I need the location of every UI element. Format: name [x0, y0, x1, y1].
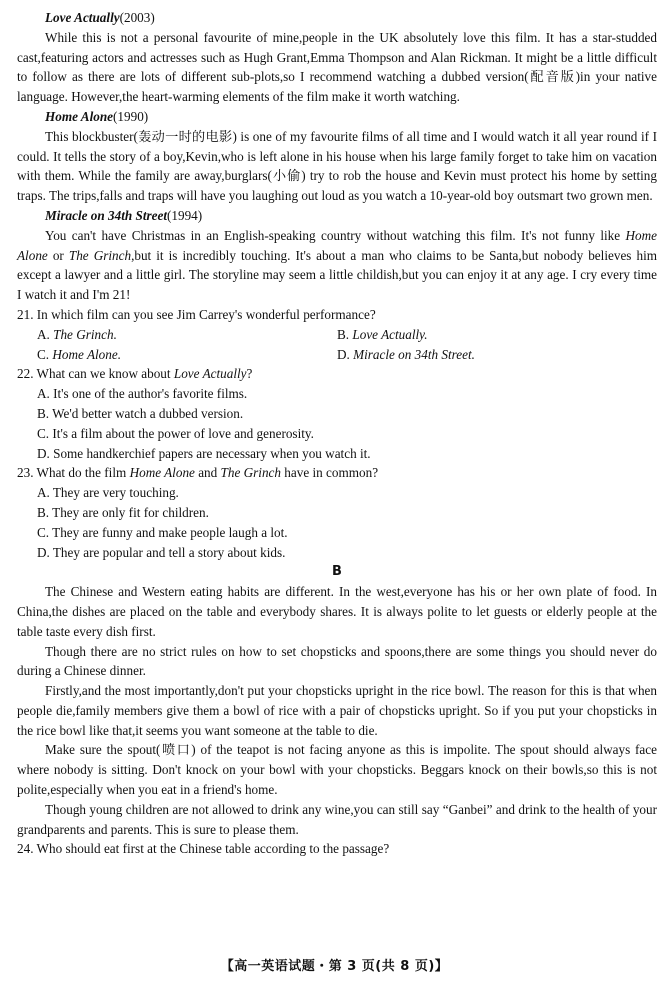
section-b-paragraph-3: Firstly,and the most importantly,don't put your chopsticks upright in the rice bowl. The reason for this is that when people die,family members give them a bowl of rice with a pair of chopsticks upright. So if you put your chopsticks in the rice bowl like that,it seems you want someone at the table to die. [17, 683, 657, 738]
option-23-d[interactable]: D. They are popular and tell a story about kids. [37, 544, 286, 560]
question-21-options [17, 325, 657, 365]
question-21: 21. In which film can you see Jim Carrey's wonderful performance? [17, 306, 376, 322]
section-b-paragraph-1: The Chinese and Western eating habits are different. In the west,everyone has his or her own plate of food. In China,the dishes are placed on the table and everybody shares. It is always polite to let guests or elderly people at the table taste every dish first. [17, 584, 657, 639]
film-title-home-alone: Home Alone(1990) [45, 108, 149, 124]
option-21-d[interactable]: D. Miracle on 34th Street. [337, 346, 475, 362]
option-21-a[interactable]: A. The Grinch. [37, 326, 117, 342]
film-review-love-actually: While this is not a personal favourite of mine,people in the UK absolutely love this film. It has a star-studded cast,featuring actors and actresses such as Hugh Grant,Emma Thompson and Alan Rickman. It might be a little difficult to follow as there are lots of different sub-plots,so I recommend watching a dubbed version(配音版)in your native language. However,the heart-warming elements of the film make it worth watching. [17, 29, 657, 105]
option-22-c[interactable]: C. It's a film about the power of love and generosity. [37, 425, 314, 441]
section-b-paragraph-2: Though there are no strict rules on how to set chopsticks and spoons,there are some things you should never do during a Chinese dinner. [17, 643, 657, 679]
option-22-a[interactable]: A. It's one of the author's favorite films. [37, 386, 248, 402]
option-22-d[interactable]: D. Some handkerchief papers are necessary when you watch it. [37, 445, 371, 461]
section-b-paragraph-5: Though young children are not allowed to drink any wine,you can still say “Ganbei” and drink to the health of your grandparents and parents. This is sure to please them. [17, 801, 657, 837]
option-21-c[interactable]: C. Home Alone. [37, 346, 122, 362]
film-title-love-actually: Love Actually(2003) [45, 10, 155, 25]
section-b-paragraph-4: Make sure the spout(喷口) of the teapot is not facing anyone as this is impolite. The spout should always face where nobody is sitting. Don't knock on your bowl with your chopsticks. Beggars knock on their bowls,so this is not polite,especially when you eat in a friend's home. [17, 742, 657, 798]
option-21-b[interactable]: B. Love Actually. [337, 326, 428, 342]
option-23-c[interactable]: C. They are funny and make people laugh a lot. [37, 524, 288, 540]
section-b-heading: B [332, 564, 342, 580]
film-title-miracle: Miracle on 34th Street(1994) [45, 207, 203, 223]
question-24: 24. Who should eat first at the Chinese table according to the passage? [17, 841, 390, 857]
film-review-miracle: You can't have Christmas in an English-speaking country without watching this film. It's not funny like Home Alone or The Grinch,but it is incredibly touching. It's about a man who claims to be Santa,but nobody believes him except a lawyer and a little girl. The storyline may seem a little childish,but you can enjoy it at any age. I cry every time I watch it and I'm 21! [17, 227, 657, 303]
question-22: 22. What can we know about Love Actually? [17, 366, 253, 382]
film-review-home-alone: This blockbuster(轰动一时的电影) is one of my favourite films of all time and I would watch it all year round if I could. It tells the story of a boy,Kevin,who is left alone in his house when his large family forget to take him on vacation with them. While the family are away,burglars(小偷) try to rob the house and Kevin must protect his home by setting traps. The trips,falls and traps will have you laughing out loud as you watch a 10-year-old boy outsmart two grown men. [17, 128, 657, 204]
option-22-b[interactable]: B. We'd better watch a dubbed version. [37, 405, 244, 421]
page-footer: 【高一英语试题・第 3 页(共 8 页)】 [220, 959, 449, 974]
option-23-a[interactable]: A. They are very touching. [37, 485, 179, 501]
exam-page [17, 8, 657, 859]
option-23-b[interactable]: B. They are only fit for children. [37, 504, 209, 520]
question-23: 23. What do the film Home Alone and The Grinch have in common? [17, 465, 379, 481]
